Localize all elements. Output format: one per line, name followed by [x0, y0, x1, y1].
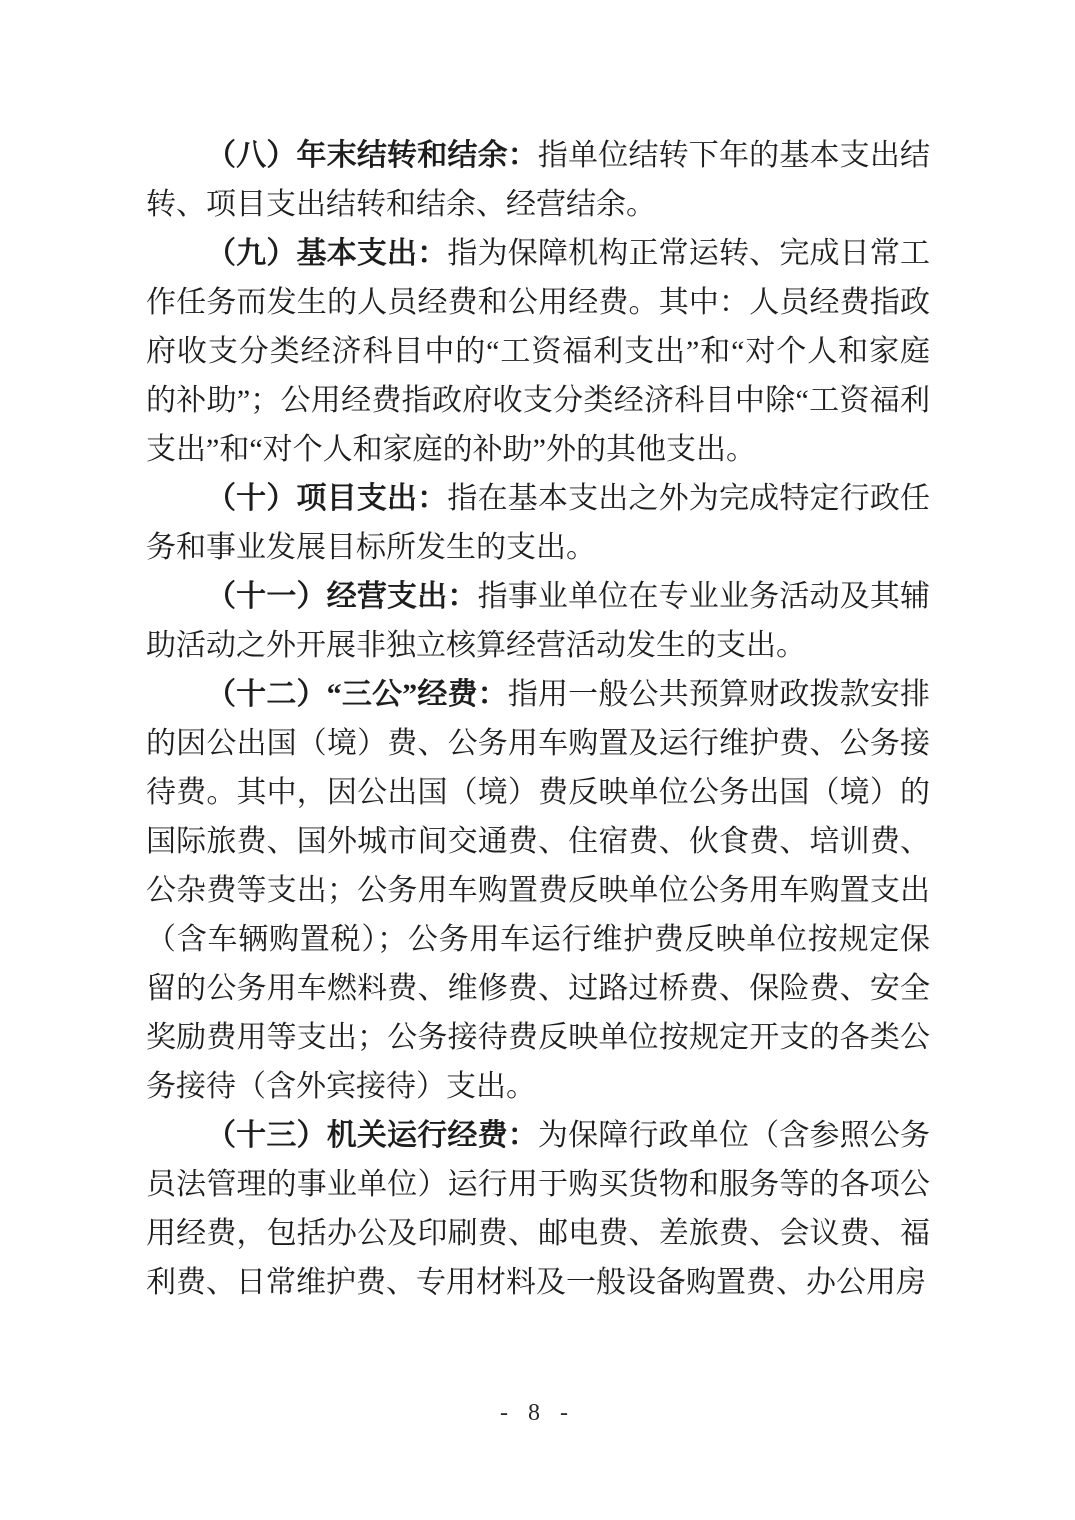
paragraph-lead: （十一）经营支出： — [206, 580, 478, 613]
paragraph — [146, 670, 930, 1111]
paragraph-body: 指单位结转下年的基本支出结转、项目支出结转和结余、经营结余。 — [146, 139, 931, 221]
paragraph-lead: （八）年末结转和结余： — [206, 139, 538, 172]
paragraph-lead: （十三）机关运行经费： — [206, 1119, 538, 1152]
paragraph-lead: （十）项目支出： — [206, 482, 448, 515]
paragraph-body: 指为保障机构正常运转、完成日常工作任务而发生的人员经费和公用经费。其中：人员经费指政府收支分类经济科目中的“工资福利支出”和“对个人和家庭的补助”；公用经费指政府收支分类经济科目中除“工资福利支出”和“对个人和家庭的补助”外的其他支出。 — [146, 237, 931, 466]
document-body — [146, 131, 930, 1307]
paragraph-body: 指在基本支出之外为完成特定行政任务和事业发展目标所发生的支出。 — [146, 482, 931, 564]
paragraph — [146, 229, 930, 474]
paragraph-body: 为保障行政单位（含参照公务员法管理的事业单位）运行用于购买货物和服务等的各项公用经费，包括办公及印刷费、邮电费、差旅费、会议费、福利费、日常维护费、专用材料及一般设备购置费、办公用房 — [146, 1119, 931, 1299]
paragraph-body: 指用一般公共预算财政拨款安排的因公出国（境）费、公务用车购置及运行维护费、公务接待费。其中，因公出国（境）费反映单位公务出国（境）的国际旅费、国外城市间交通费、住宿费、伙食费、培训费、公杂费等支出；公务用车购置费反映单位公务用车购置支出（含车辆购置税）；公务用车运行维护费反映单位按规定保留的公务用车燃料费、维修费、过路过桥费、保险费、安全奖励费用等支出；公务接待费反映单位按规定开支的各类公务接待（含外宾接待）支出。 — [146, 678, 931, 1103]
paragraph-lead: （十二）“三公”经费： — [206, 678, 508, 711]
paragraph — [146, 572, 930, 670]
paragraph — [146, 131, 930, 229]
paragraph-body: 指事业单位在专业业务活动及其辅助活动之外开展非独立核算经营活动发生的支出。 — [146, 580, 931, 662]
paragraph — [146, 474, 930, 572]
page-number: - 8 - — [500, 1400, 575, 1426]
paragraph-lead: （九）基本支出： — [206, 237, 448, 270]
paragraph — [146, 1111, 930, 1307]
